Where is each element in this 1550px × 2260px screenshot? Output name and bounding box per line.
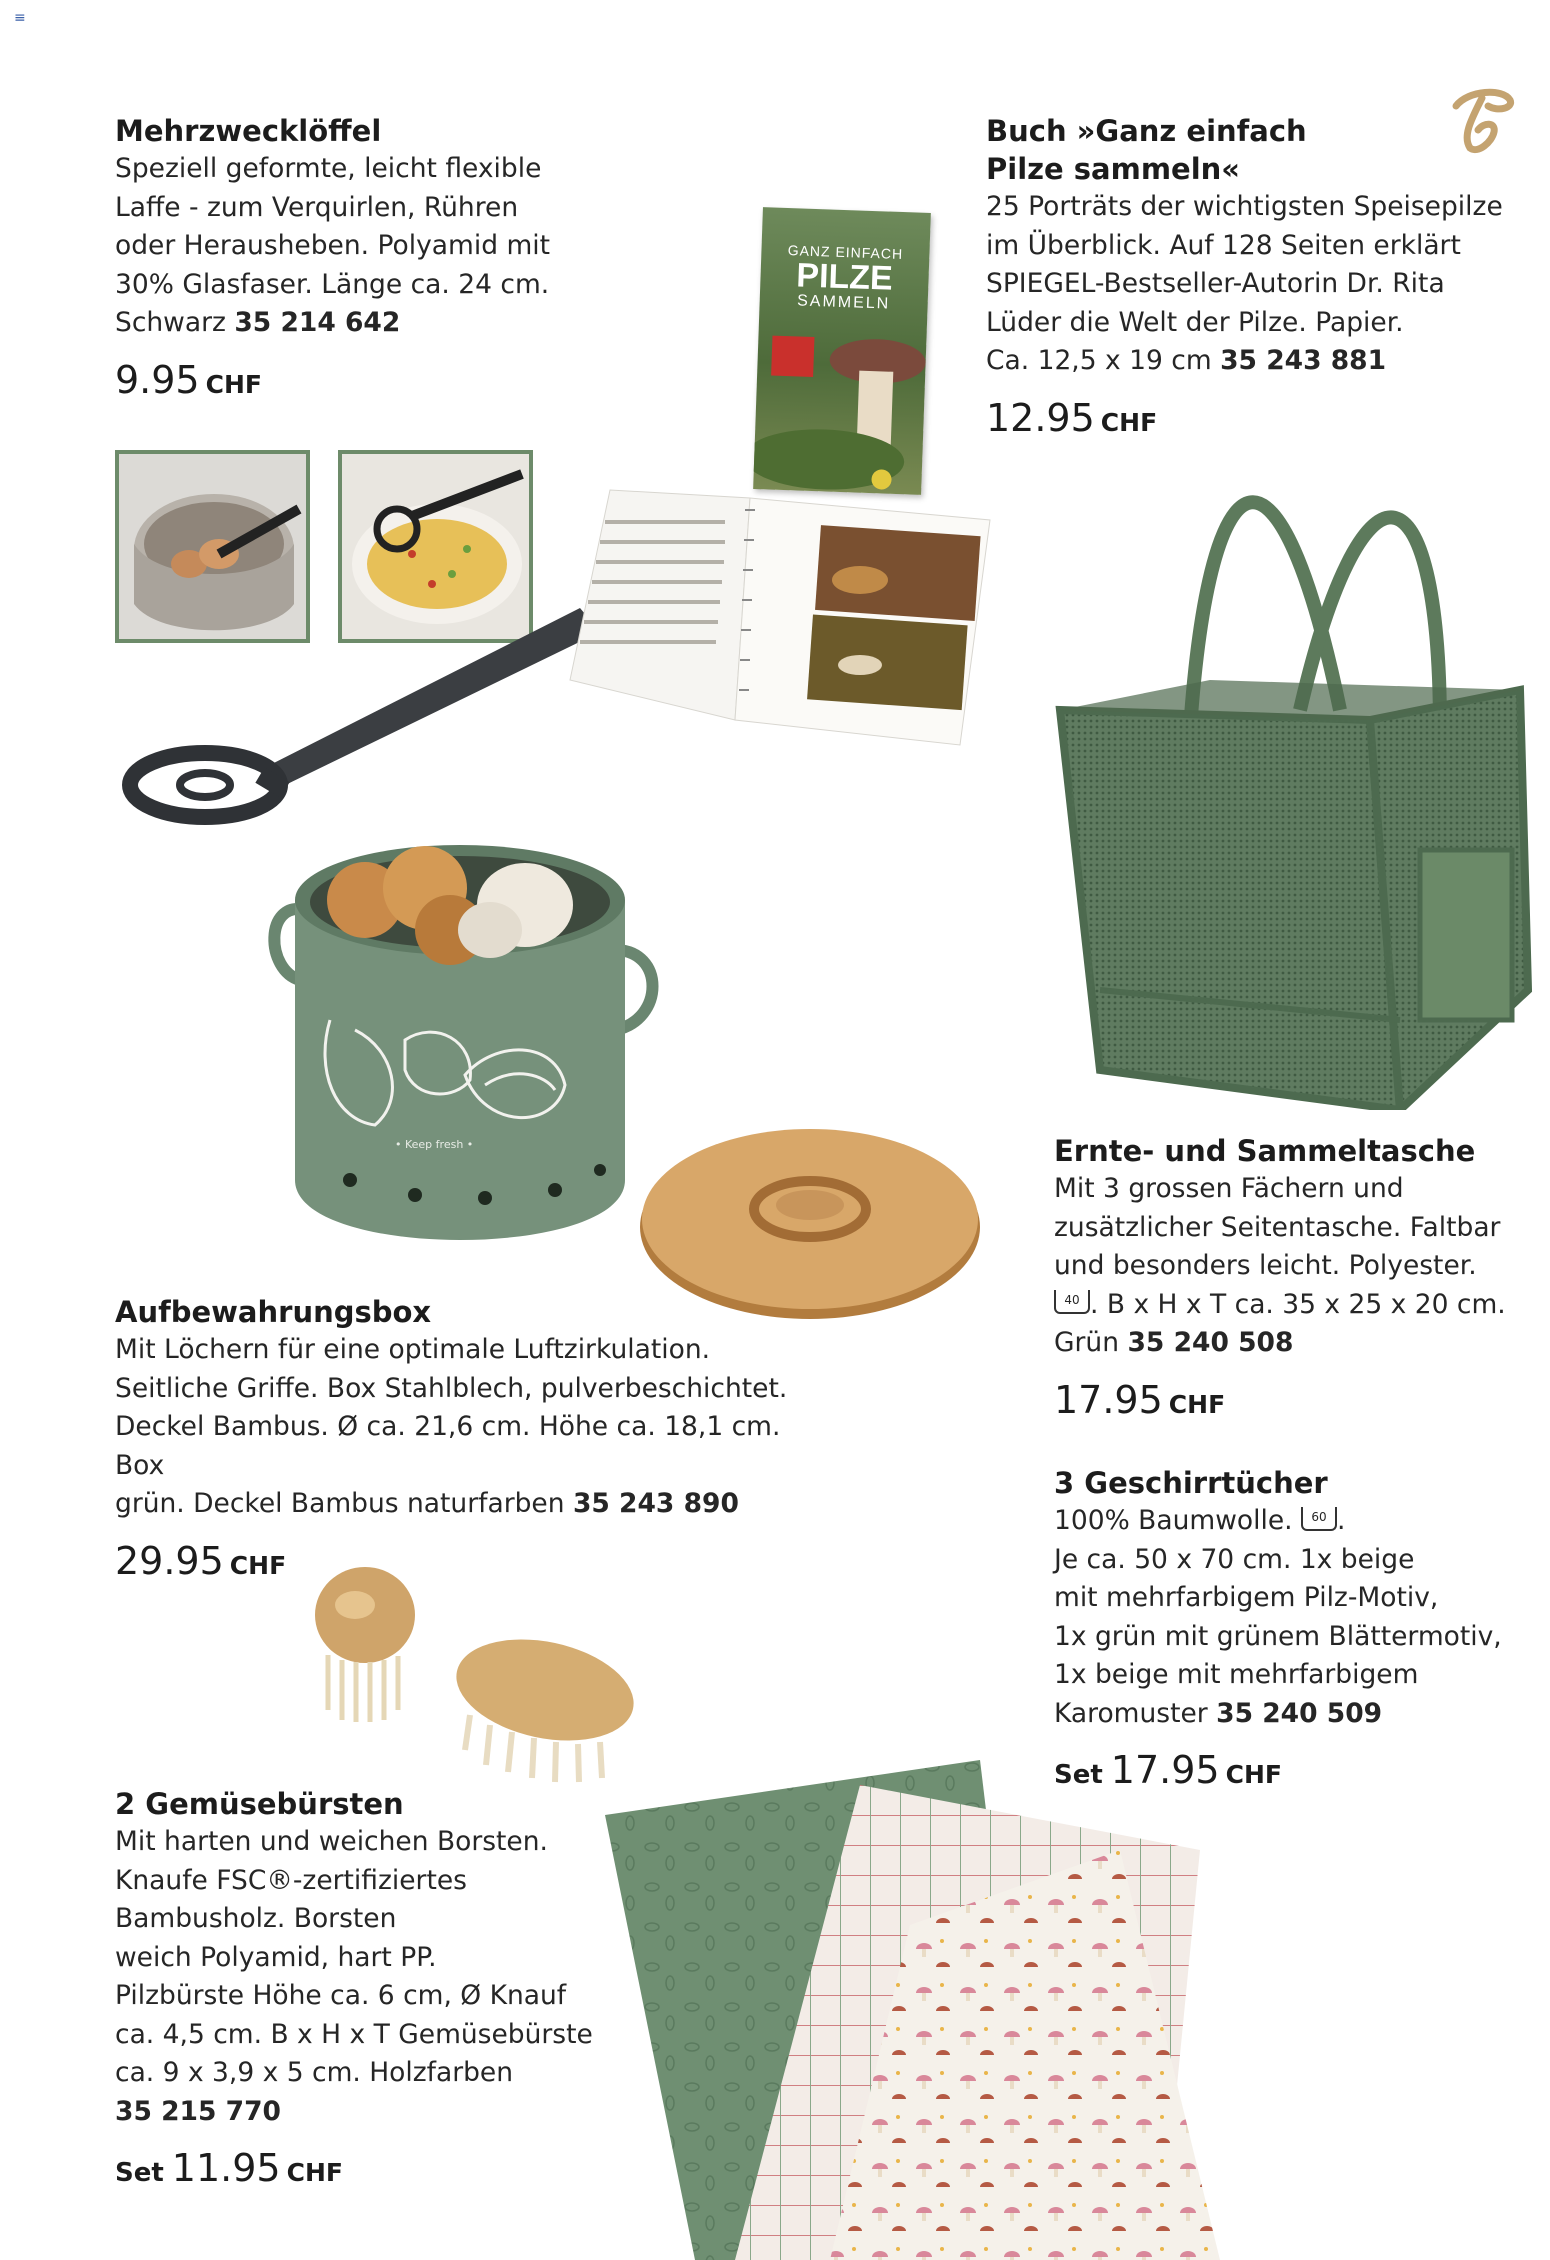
spoon-image: [110, 590, 610, 840]
page-marker: ≡: [14, 10, 26, 26]
tea-towels-image: [600, 1755, 1220, 2260]
article-number: 35 240 509: [1216, 1697, 1383, 1729]
product-price: 9.95 CHF: [115, 357, 262, 402]
product-title: Buch »Ganz einfach Pilze sammeln«: [986, 114, 1307, 186]
article-number: 35 243 881: [1220, 345, 1387, 376]
product-gemuesebuersten: [115, 1785, 635, 2196]
bag-image: [1040, 430, 1540, 1110]
product-tasche: [1054, 1132, 1534, 1428]
product-description: Mit harten und weichen Borsten. Knaufe FSC®-zertifiziertes Bambusholz. Borsten weich Polyamid, hart PP. Pilzbürste Höhe ca. 6 cm, Ø Knauf ca. 4,5 cm. B x H x T Gemüsebürste ca. 9 x 3,9 x 5 cm. Holzfarben 35 215 770: [115, 1826, 593, 2127]
book-cover-image: [753, 207, 931, 495]
product-description: 25 Porträts der wichtigsten Speisepilze im Überblick. Auf 128 Seiten erklärt SPIEGEL-Bestseller-Autorin Dr. Rita Lüder die Welt der Pilze. Papier. Ca. 12,5 x 19 cm 35 243 881: [986, 191, 1503, 376]
article-number: 35 240 508: [1127, 1327, 1294, 1358]
product-geschirrtuecher: [1054, 1464, 1534, 1798]
product-aufbewahrungsbox: [115, 1293, 835, 1589]
product-title: Mehrzwecklöffel: [115, 114, 382, 148]
product-price: 12.95 CHF: [986, 395, 1158, 440]
product-title: Aufbewahrungsbox: [115, 1295, 432, 1329]
book-cover-title: GANZ EINFACH PILZE SAMMELN: [787, 242, 904, 313]
product-description: Mit 3 grossen Fächern und zusätzlicher Seitentasche. Faltbar und besonders leicht. Polyester. 40 . B x H x T ca. 35 x 25 x 20 cm. Grün 35 240 508: [1054, 1173, 1506, 1358]
article-number: 35 215 770: [115, 2095, 281, 2127]
box-print-text: • Keep fresh •: [395, 1138, 474, 1151]
product-buch: [986, 112, 1526, 446]
product-description: Mit Löchern für eine optimale Luftzirkulation. Seitliche Griffe. Box Stahlblech, pulverbeschichtet. Deckel Bambus. Ø ca. 21,6 cm. Höhe ca. 18,1 cm. Box grün. Deckel Bambus naturfarben 35 243 890: [115, 1334, 788, 1519]
product-price: Set 11.95 CHF: [115, 2146, 343, 2190]
product-mehrzweckloeffel: [115, 112, 675, 408]
article-number: 35 214 642: [234, 307, 401, 338]
product-price: 17.95 CHF: [1054, 1377, 1226, 1422]
brushes-image: [300, 1560, 650, 1795]
product-description: 100% Baumwolle. 60 . Je ca. 50 x 70 cm. 1x beige mit mehrfarbigem Pilz-Motiv, 1x grün mit grünem Blättermotiv, 1x beige mit mehrfarbigem Karomuster 35 240 509: [1054, 1505, 1502, 1729]
storage-box-image: [255, 840, 675, 1260]
product-price: 29.95 CHF: [115, 1538, 287, 1583]
product-price: Set 17.95 CHF: [1054, 1748, 1282, 1792]
product-description: Speziell geformte, leicht flexible Laffe - zum Verquirlen, Rühren oder Herausheben. Polyamid mit 30% Glasfaser. Länge ca. 24 cm. Schwarz 35 214 642: [115, 153, 551, 338]
wash-60-icon: 60: [1301, 1507, 1337, 1531]
wash-40-icon: 40: [1054, 1290, 1090, 1314]
article-number: 35 243 890: [572, 1488, 739, 1519]
product-title: 2 Gemüsebürsten: [115, 1787, 404, 1821]
product-title: 3 Geschirrtücher: [1054, 1466, 1328, 1500]
open-book-image: [560, 480, 1000, 750]
product-title: Ernte- und Sammeltasche: [1054, 1134, 1476, 1168]
